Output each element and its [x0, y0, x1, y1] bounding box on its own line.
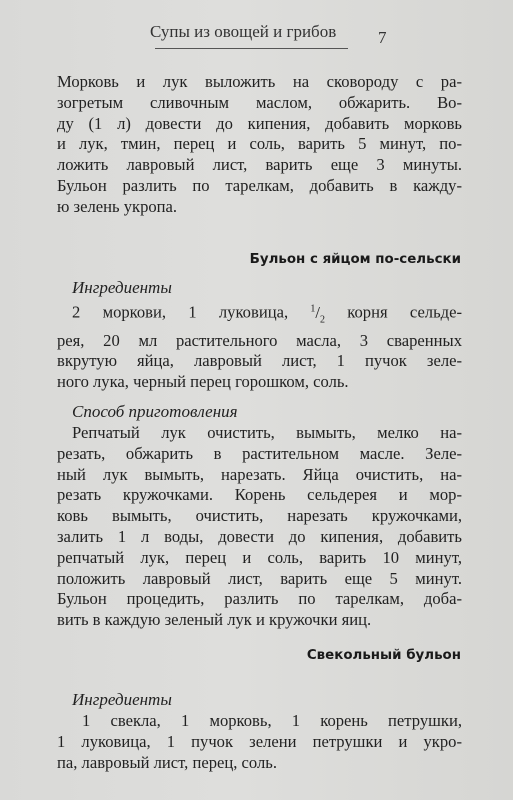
text-line: ный лук вымыть, нарезать. Яйца очистить, на-: [57, 464, 462, 484]
method-paragraph: [57, 423, 462, 631]
ingredients-text: корня сельде-: [325, 302, 462, 322]
text-line: ковь вымыть, очистить, нарезать кружочками,: [57, 506, 462, 526]
ingredients-list: [57, 299, 462, 393]
text-line: резать кружочками. Корень сельдерея и мор-: [57, 485, 462, 505]
text-line: положить лавровый лист, варить еще 5 минут.: [57, 568, 462, 588]
text-line: рея, 20 мл растительного масла, 3 сваренных: [57, 330, 462, 350]
page-number: 7: [378, 28, 387, 47]
ingredients-heading: Ингредиенты: [72, 278, 172, 297]
fraction-numerator: 1: [310, 303, 316, 314]
text-line: Бульон процедить, разлить по тарелкам, доба-: [57, 589, 462, 609]
text-line: па, лавровый лист, перец, соль.: [57, 752, 277, 772]
text-line: ду (1 л) довести до кипения, добавить морковь: [57, 113, 462, 133]
text-line: вить в каждую зеленый лук и кружочки яиц.: [57, 610, 372, 630]
text-line: резать, обжарить в растительном масле. Зеле-: [57, 443, 462, 463]
header-rule: [155, 48, 348, 49]
text-line: репчатый лук, перец и соль, варить 10 минут,: [57, 547, 462, 567]
text-line: залить 1 л воды, довести до кипения, добавить: [57, 526, 462, 546]
method-heading: Способ приготовления: [72, 402, 238, 421]
ingredients-list: [57, 711, 462, 773]
text-line: [57, 299, 462, 331]
recipe-title: Бульон с яйцом по-сельски: [249, 252, 461, 267]
text-line: Морковь и лук выложить на сковороду с ра-: [57, 72, 462, 91]
text-line: ного лука, черный перец горошком, соль.: [57, 372, 349, 392]
running-header: Супы из овощей и грибов: [150, 22, 337, 41]
text-line: вкрутую яйца, лавровый лист, 1 пучок зеле-: [57, 351, 462, 371]
text-line: ю зелень укропа.: [57, 196, 178, 216]
text-line: 1 луковица, 1 пучок зелени петрушки и укро-: [57, 731, 462, 751]
ingredients-heading: Ингредиенты: [72, 690, 172, 709]
intro-paragraph: [57, 72, 462, 218]
text-line: Репчатый лук очистить, вымыть, мелко на-: [72, 423, 462, 442]
fraction: $^1/_2$: [310, 302, 325, 325]
recipe-title: Свекольный бульон: [306, 648, 461, 663]
text-line: Бульон разлить по тарелкам, добавить в кажду-: [57, 175, 462, 195]
text-line: и лук, тмин, перец и соль, варить 5 минут, по-: [57, 134, 462, 154]
text-line: 1 свекла, 1 морковь, 1 корень петрушки,: [82, 711, 462, 730]
text-line: зогретым сливочным маслом, обжарить. Во-: [57, 92, 462, 112]
ingredients-text: 2 моркови, 1 луковица,: [72, 302, 311, 322]
fraction-denominator: 2: [320, 313, 325, 325]
text-line: ложить лавровый лист, варить еще 3 минуты.: [57, 155, 462, 175]
